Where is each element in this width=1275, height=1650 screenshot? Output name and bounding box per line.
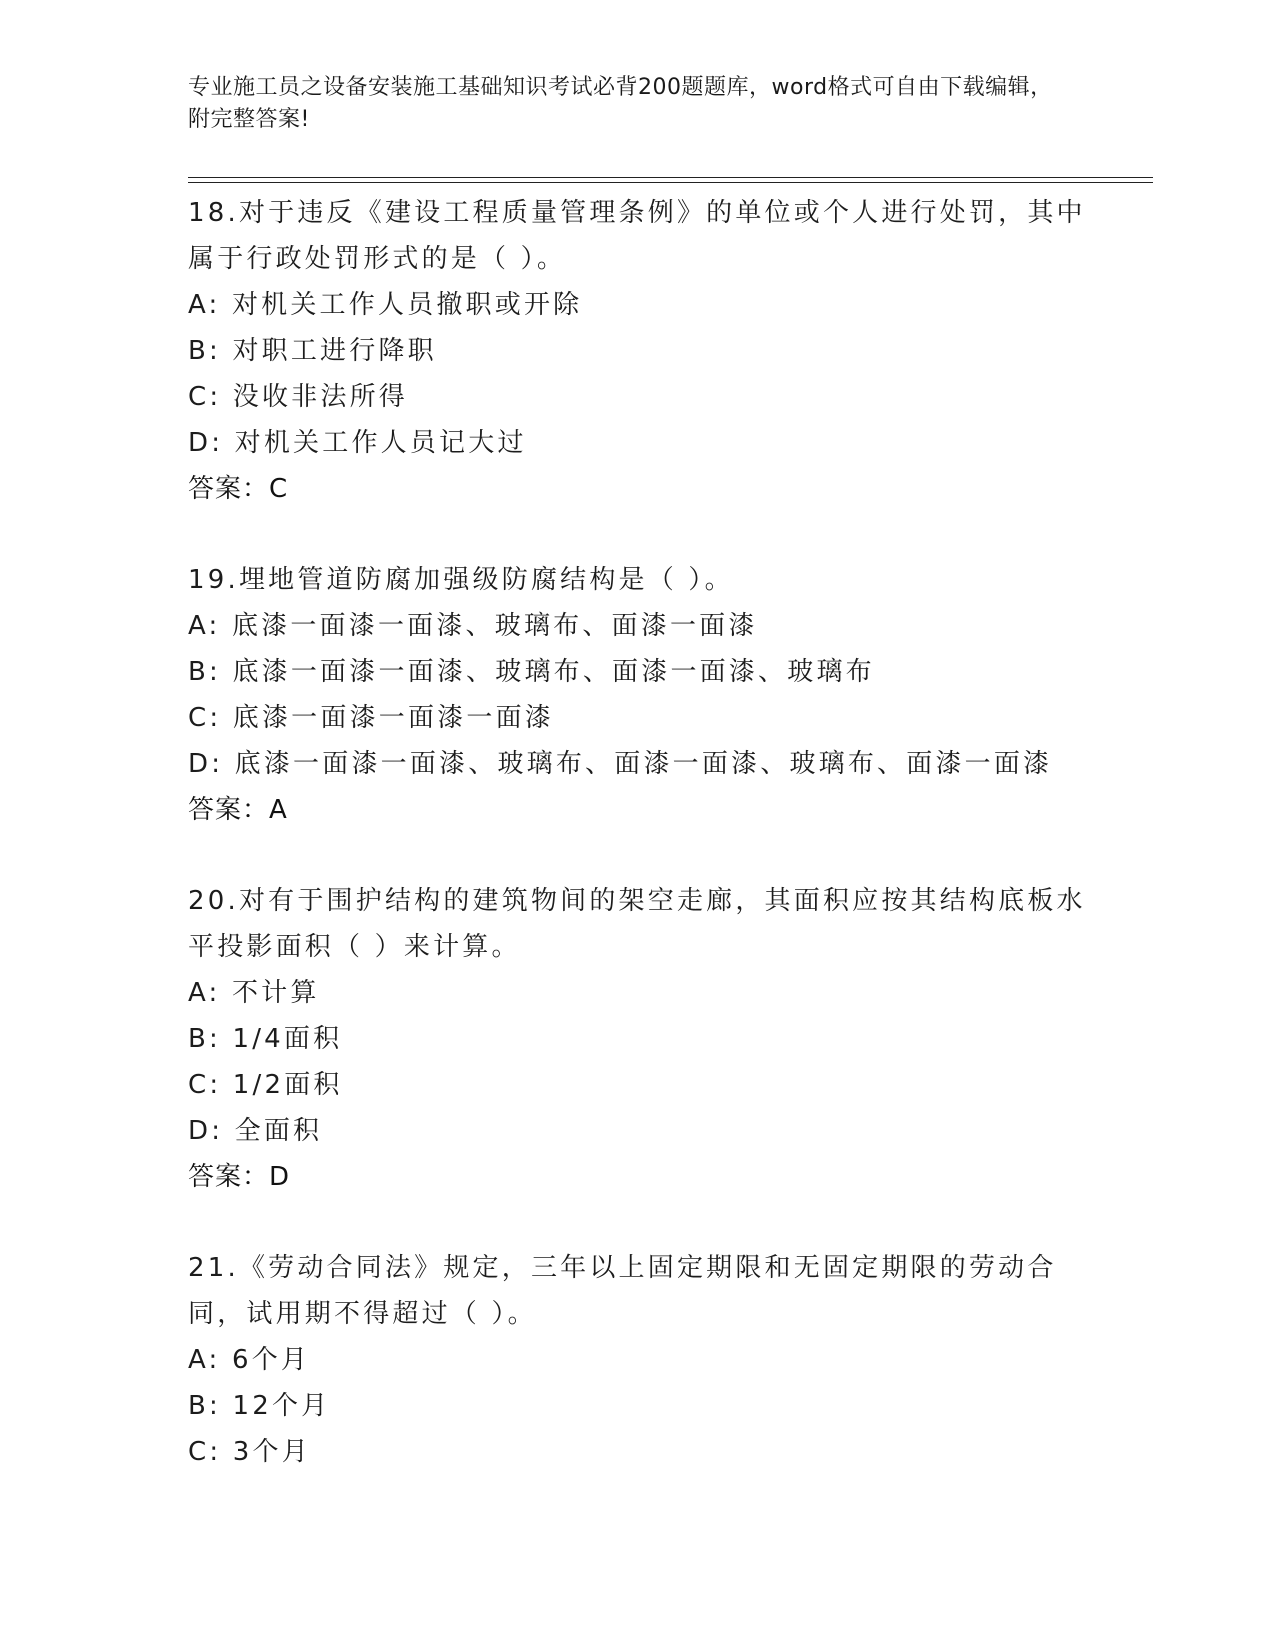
- option-d: D: 对机关工作人员记大过: [188, 428, 527, 458]
- option-c: C: 1/2面积: [188, 1070, 343, 1100]
- option-d: D: 底漆一面漆一面漆、玻璃布、面漆一面漆、玻璃布、面漆一面漆: [188, 749, 1053, 779]
- option-b: B: 12个月: [188, 1391, 331, 1421]
- option-a: A: 6个月: [188, 1345, 311, 1375]
- document-header: 专业施工员之设备安装施工基础知识考试必背200题题库，word格式可自由下载编辑，附完整答案!: [188, 75, 1053, 132]
- option-d: D: 全面积: [188, 1116, 323, 1146]
- option-b: B: 1/4面积: [188, 1024, 343, 1054]
- header-divider-top: [188, 177, 1153, 178]
- option-b: B: 对职工进行降职: [188, 336, 437, 366]
- question-spacer: [188, 1200, 1088, 1245]
- question-21: [188, 1245, 1088, 1475]
- question-19: [188, 557, 1088, 833]
- question-list: [188, 190, 1088, 1475]
- option-b: B: 底漆一面漆一面漆、玻璃布、面漆一面漆、玻璃布: [188, 657, 875, 687]
- question-spacer: [188, 512, 1088, 557]
- option-a: A: 底漆一面漆一面漆、玻璃布、面漆一面漆: [188, 611, 758, 641]
- answer: 答案：A: [188, 795, 288, 825]
- option-a: A: 对机关工作人员撤职或开除: [188, 290, 583, 320]
- question-stem: 20.对有于围护结构的建筑物间的架空走廊，其面积应按其结构底板水平投影面积（ ）来计算。: [188, 886, 1086, 962]
- option-c: C: 底漆一面漆一面漆一面漆: [188, 703, 554, 733]
- answer: 答案：C: [188, 474, 289, 504]
- question-20: [188, 878, 1088, 1200]
- question-stem: 19.埋地管道防腐加强级防腐结构是（ ）。: [188, 565, 734, 595]
- option-c: C: 3个月: [188, 1437, 311, 1467]
- question-spacer: [188, 833, 1088, 878]
- question-stem: 18.对于违反《建设工程质量管理条例》的单位或个人进行处罚，其中属于行政处罚形式的是（ ）。: [188, 198, 1086, 274]
- question-18: [188, 190, 1088, 512]
- answer: 答案：D: [188, 1162, 291, 1192]
- question-stem: 21.《劳动合同法》规定，三年以上固定期限和无固定期限的劳动合同，试用期不得超过（ ）。: [188, 1253, 1057, 1329]
- option-a: A: 不计算: [188, 978, 320, 1008]
- header-divider-bottom: [188, 182, 1153, 183]
- option-c: C: 没收非法所得: [188, 382, 408, 412]
